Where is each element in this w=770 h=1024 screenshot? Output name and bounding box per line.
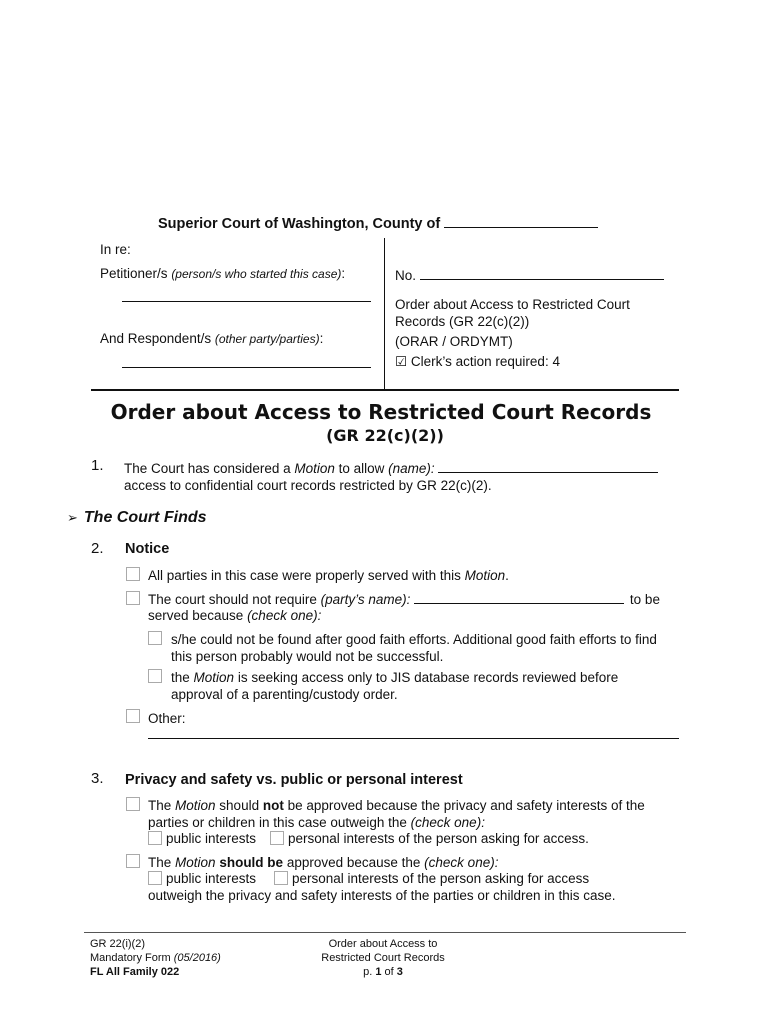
caption-divider [384, 238, 385, 390]
item2-sub2-line2: approval of a parenting/custody order. [171, 687, 398, 702]
item3-opt1-checkbox[interactable] [126, 797, 140, 811]
court-header [158, 215, 598, 232]
footer-rule-cite: GR 22(i)(2) [90, 938, 146, 950]
petitioner-hint: (person/s who started this case) [171, 267, 342, 281]
in-re-label: In re: [100, 242, 131, 257]
item3-opt2-personal-checkbox[interactable] [274, 871, 288, 885]
respondent-label: And Respondent/s (other party/parties): [100, 331, 324, 346]
page-subtitle: (GR 22(c)(2)) [326, 426, 444, 445]
item2-opt2-line1: The court should not require (party’s name): to be [148, 592, 660, 607]
caption-bottom-rule [91, 389, 679, 391]
item1-line2: access to confidential court records restricted by GR 22(c)(2). [124, 478, 492, 493]
item2-party-name-blank[interactable] [414, 591, 624, 604]
clerk-action [395, 353, 560, 370]
item2-other-label: Other: [148, 711, 186, 726]
footer-form-id: FL All Family 022 [90, 966, 180, 978]
petitioner-blank[interactable] [122, 301, 371, 302]
item1-name-blank[interactable] [438, 460, 658, 473]
item3-opt1-personal-label: personal interests of the person asking for access. [288, 831, 589, 846]
clerk-check-icon: ☑ [395, 354, 408, 369]
item3-opt1-line2: parties or children in this case outweigh the (check one): [148, 815, 485, 830]
footer-mandatory: Mandatory Form (05/2016) [90, 952, 221, 964]
respondent-hint: (other party/parties) [214, 332, 320, 346]
item3-opt2-public-checkbox[interactable] [148, 871, 162, 885]
clerk-action-text: Clerk’s action required: 4 [410, 354, 560, 369]
item1-number: 1. [91, 457, 104, 474]
item3-opt1-personal-checkbox[interactable] [270, 831, 284, 845]
county-blank[interactable] [444, 215, 598, 228]
doc-title-line1: Order about Access to Restricted Court [395, 297, 630, 312]
item3-opt1-line1: The Motion should not be approved because the privacy and safety interests of the [148, 798, 645, 813]
item2-sub1-checkbox[interactable] [148, 631, 162, 645]
item2-heading: Notice [125, 541, 170, 557]
item2-sub2-line1: the Motion is seeking access only to JIS database records reviewed before [171, 670, 619, 685]
item2-number: 2. [91, 540, 104, 557]
court-name: Superior Court of Washington, County of [158, 216, 441, 232]
petitioner-label: Petitioner/s (person/s who started this case): [100, 266, 346, 281]
footer-page-number: p. 1 of 3 [363, 966, 403, 978]
item1-line1: The Court has considered a Motion to allow (name): [124, 460, 658, 477]
item3-heading: Privacy and safety vs. public or personal interest [125, 772, 463, 788]
findings-heading: ➢ The Court Finds [67, 509, 207, 526]
doc-title-line2: Records (GR 22(c)(2)) [395, 314, 530, 329]
item3-opt2-line3: outweigh the privacy and safety interests of the parties or children in this case. [148, 888, 616, 903]
case-number-blank[interactable] [420, 267, 664, 280]
item3-opt1-public-label: public interests [166, 831, 257, 846]
footer-rule [84, 932, 686, 933]
footer-center [283, 937, 483, 979]
item2-sub2-checkbox[interactable] [148, 669, 162, 683]
item3-number: 3. [91, 770, 104, 787]
item2-sub1-line1: s/he could not be found after good faith efforts. Additional good faith efforts to find [171, 632, 657, 647]
item3-opt2-personal-label: personal interests of the person asking for access [292, 871, 590, 886]
item2-opt2-checkbox[interactable] [126, 591, 140, 605]
arrow-icon: ➢ [67, 510, 78, 525]
doc-code: (ORAR / ORDYMT) [395, 334, 513, 349]
item3-opt1-public-checkbox[interactable] [148, 831, 162, 845]
footer-title-line2: Restricted Court Records [321, 952, 445, 964]
item2-sub1-line2: this person probably would not be successful. [171, 649, 444, 664]
case-number-label: No. [395, 268, 417, 283]
footer-title-line1: Order about Access to [328, 938, 438, 950]
item2-opt1-checkbox[interactable] [126, 567, 140, 581]
item2-other-blank[interactable] [148, 738, 679, 739]
item3-opt2-public-label: public interests [166, 871, 257, 886]
respondent-blank[interactable] [122, 367, 371, 368]
footer-left [90, 937, 221, 979]
page-title: Order about Access to Restricted Court Records [110, 400, 652, 424]
case-number [395, 267, 664, 284]
item2-other-checkbox[interactable] [126, 709, 140, 723]
item2-opt2-line2: served because (check one): [148, 608, 322, 623]
item3-opt2-line1: The Motion should be approved because the (check one): [148, 855, 499, 870]
item3-opt2-checkbox[interactable] [126, 854, 140, 868]
item2-opt1-text: All parties in this case were properly served with this Motion. [148, 568, 509, 583]
